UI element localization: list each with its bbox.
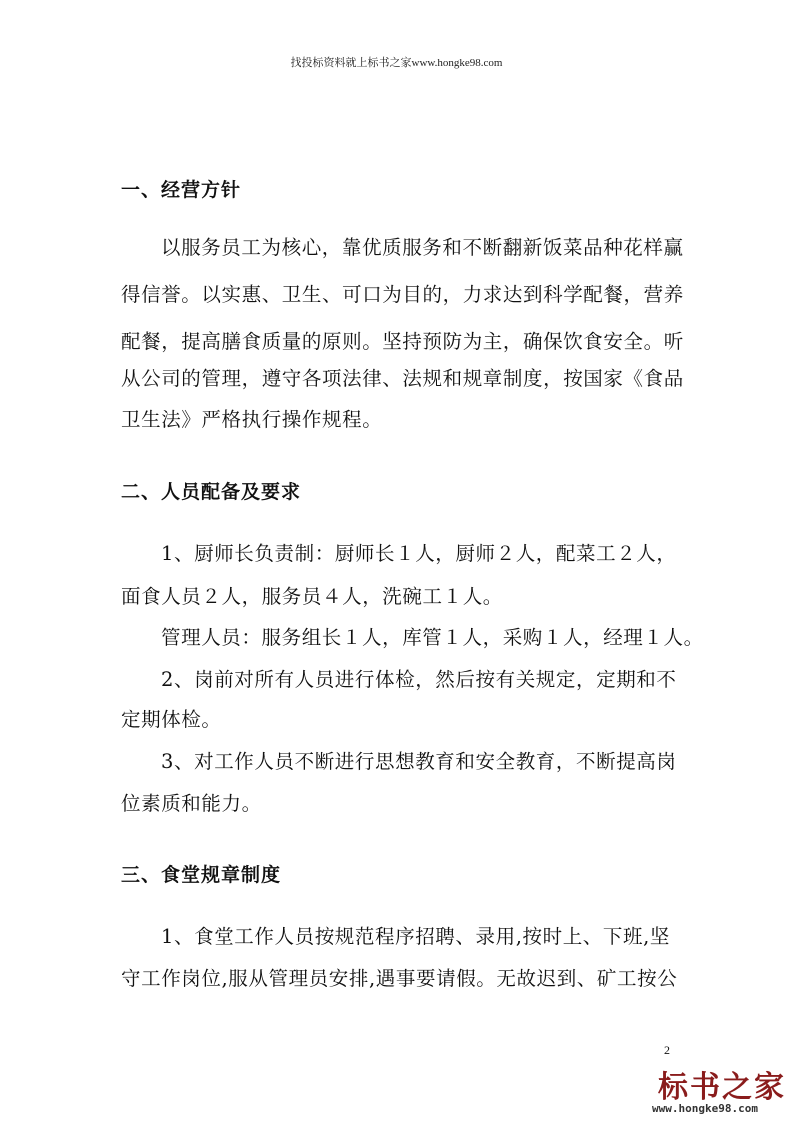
header-note: 找投标资料就上标书之家www.hongke98.com <box>290 57 503 69</box>
paragraph-line: 守工作岗位,服从管理员安排,遇事要请假。无故迟到、矿工按公 <box>121 967 678 990</box>
paragraph-line: 3、对工作人员不断进行思想教育和安全教育，不断提高岗 <box>161 750 677 773</box>
section-heading-policy: 一、经营方针 <box>121 179 242 201</box>
paragraph-line: 从公司的管理，遵守各项法律、法规和规章制度，按国家《食品 <box>121 367 684 390</box>
paragraph-line: 配餐，提高膳食质量的原则。坚持预防为主，确保饮食安全。听 <box>121 330 684 353</box>
paragraph-line: 管理人员：服务组长１人，库管１人，采购１人，经理１人。 <box>161 626 704 649</box>
section-heading-staffing: 二、人员配备及要求 <box>121 481 302 503</box>
paragraph-line: 1、食堂工作人员按规范程序招聘、录用,按时上、下班,坚 <box>161 925 671 948</box>
paragraph-line: 得信誉。以实惠、卫生、可口为目的，力求达到科学配餐，营养 <box>121 283 684 306</box>
watermark <box>652 1062 788 1118</box>
paragraph-line: 卫生法》严格执行操作规程。 <box>121 408 383 431</box>
paragraph-line: 1、厨师长负责制：厨师长１人，厨师２人，配菜工２人， <box>161 542 677 565</box>
paragraph-line: 位素质和能力。 <box>121 792 262 815</box>
page-number: 2 <box>664 1043 670 1057</box>
paragraph-line: 以服务员工为核心，靠优质服务和不断翻新饭菜品种花样赢 <box>161 236 684 259</box>
paragraph-line: 2、岗前对所有人员进行体检，然后按有关规定，定期和不 <box>161 668 677 691</box>
watermark-logo: 标书之家 <box>658 1070 786 1105</box>
section-heading-rules: 三、食堂规章制度 <box>121 864 282 886</box>
paragraph-line: 面食人员２人，服务员４人，洗碗工１人。 <box>121 585 503 608</box>
watermark-url: www.hongke98.com <box>652 1102 758 1115</box>
paragraph-line: 定期体检。 <box>121 708 222 731</box>
